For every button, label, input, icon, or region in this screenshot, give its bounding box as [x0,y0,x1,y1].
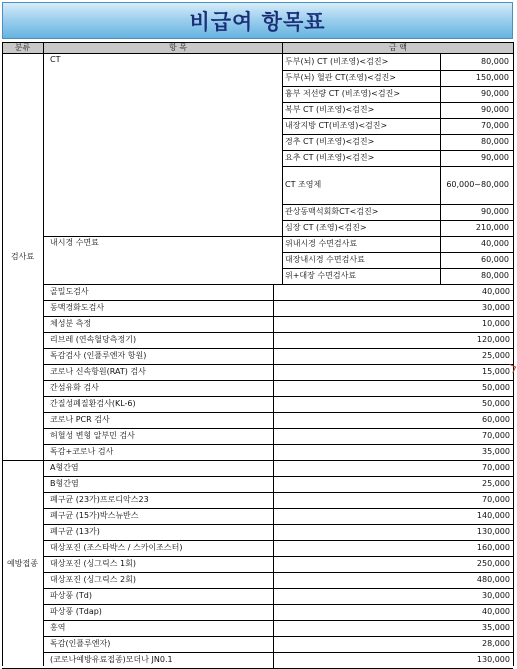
endoscopy-item-price: 60,000 [481,255,509,264]
exam-item-price: 25,000 [482,351,510,360]
vaccine-item-price: 28,000 [482,639,510,648]
endoscopy-item-name: 위+대장 수면검사료 [285,271,357,280]
category-exam: 검사료 [10,252,35,261]
vaccine-item-name: 폐구균 (15가)박스뉴반스 [50,511,139,520]
title-banner [2,2,513,39]
header-item: 항 목 [169,43,187,52]
ct-item-name: 두부(뇌) 혈관 CT(조영)<검진> [285,73,397,82]
exam-item-name: 독감검사 (인플루엔자 항원) [50,351,147,360]
exam-item-price: 70,000 [482,431,510,440]
exam-item-name: 동맥경화도검사 [50,303,105,312]
exam-item-name: 골밀도검사 [50,287,89,296]
exam-item-name: 리브레 (연속혈당측정기) [50,335,137,344]
vaccine-item-price: 35,000 [482,623,510,632]
category-vaccination: 예방접종 [7,559,38,568]
grid-line [513,42,514,666]
endoscopy-item-price: 80,000 [481,271,509,280]
exam-item-name: 허혈성 변형 알부민 검사 [50,431,135,440]
vaccine-item-price: 70,000 [482,495,510,504]
vaccine-item-price: 25,000 [482,479,510,488]
exam-item-name: 간질성폐질환검사(KL-6) [50,399,136,408]
endoscopy-item-price: 40,000 [481,239,509,248]
grid-line [282,236,283,284]
vaccine-item-name: 대상포진 (조스타박스 / 스카이조스터) [50,543,183,552]
vaccine-item-price: 40,000 [482,607,510,616]
grid-line [282,54,283,236]
endoscopy-group-label: 내시경 수면료 [50,238,99,247]
vaccine-item-price: 30,000 [482,591,510,600]
vaccine-item-price: 480,000 [476,575,510,584]
ct-item-name: CT 조영제 [285,180,322,189]
ct-item-price: 60,000~80,000 [446,180,509,189]
exam-item-price: 60,000 [482,415,510,424]
vaccine-item-price: 130,000 [476,527,510,536]
ct-item-name: 관상동맥석회화CT<검진> [285,207,379,216]
exam-item-price: 50,000 [482,383,510,392]
exam-item-price: 120,000 [476,335,510,344]
vaccine-item-name: 대상포진 (싱그릭스 1회) [50,559,136,568]
ct-item-price: 90,000 [481,153,509,162]
ct-item-price: 150,000 [475,73,509,82]
exam-item-name: 체성분 측정 [50,319,92,328]
exam-item-name: 코로나 신속항원(RAT) 검사 [50,367,146,376]
vaccine-item-name: 파상풍 (Tdap) [50,607,102,616]
ct-item-price: 80,000 [481,57,509,66]
grid-line [440,236,441,284]
exam-item-price: 10,000 [482,319,510,328]
vaccine-item-price: 160,000 [476,543,510,552]
ct-item-name: 복부 CT (비조영)<검진> [285,105,375,114]
vaccine-item-name: 폐구균 (23가)프로디악스23 [50,495,149,504]
ct-item-name: 경추 CT (비조영)<검진> [285,137,375,146]
vaccine-item-price: 140,000 [476,511,510,520]
page-title: 비급여 항목표 [189,9,326,34]
ct-item-name: 심장 CT (조영)<검진> [285,223,367,232]
vaccine-item-name: (코로나예방유료접종)모더나 JN0.1 [50,655,173,664]
exam-item-price: 50,000 [482,399,510,408]
ct-item-price: 210,000 [475,223,509,232]
ct-item-name: 두부(뇌) CT (비조영)<검진> [285,57,389,66]
ct-item-price: 80,000 [481,137,509,146]
exam-item-price: 40,000 [482,287,510,296]
vaccine-item-price: 130,000 [476,655,510,664]
ct-item-name: 내장지방 CT(비조영)<검진> [285,121,388,130]
vaccine-item-name: 폐구균 (13가) [50,527,100,536]
vaccine-item-name: A형간염 [50,463,79,472]
vaccine-item-name: 파상풍 (Td) [50,591,92,600]
exam-item-name: 코로나 PCR 검사 [50,415,110,424]
ct-item-price: 70,000 [481,121,509,130]
vaccine-item-name: B형간염 [50,479,79,488]
ct-group-label: CT [50,55,61,64]
ct-item-price: 90,000 [481,207,509,216]
grid-line [440,54,441,236]
endoscopy-item-name: 위내시경 수면검사료 [285,239,358,248]
ct-item-price: 90,000 [481,105,509,114]
exam-item-price: 15,000 [482,367,510,376]
exam-item-name: 독감+코로나 검사 [50,447,114,456]
exam-item-name: 간섬유화 검사 [50,383,99,392]
exam-item-price: 35,000 [482,447,510,456]
ct-item-name: 흉부 저선량 CT (비조영)<검진> [285,89,401,98]
grid-line [282,42,283,53]
vaccine-item-name: 대상포진 (싱그릭스 2회) [50,575,136,584]
vaccine-item-price: 250,000 [476,559,510,568]
vaccine-item-name: 홍역 [50,623,66,632]
header-category: 분류 [14,43,31,52]
exam-item-price: 30,000 [482,303,510,312]
ct-item-name: 요추 CT (비조영)<검진> [285,153,375,162]
vaccine-item-price: 70,000 [482,463,510,472]
endoscopy-item-name: 대장내시경 수면검사료 [285,255,365,264]
grid-line [2,42,513,43]
ct-item-price: 90,000 [481,89,509,98]
vaccine-item-name: 독감(인플루엔자) [50,639,111,648]
header-price: 금 액 [389,43,407,52]
